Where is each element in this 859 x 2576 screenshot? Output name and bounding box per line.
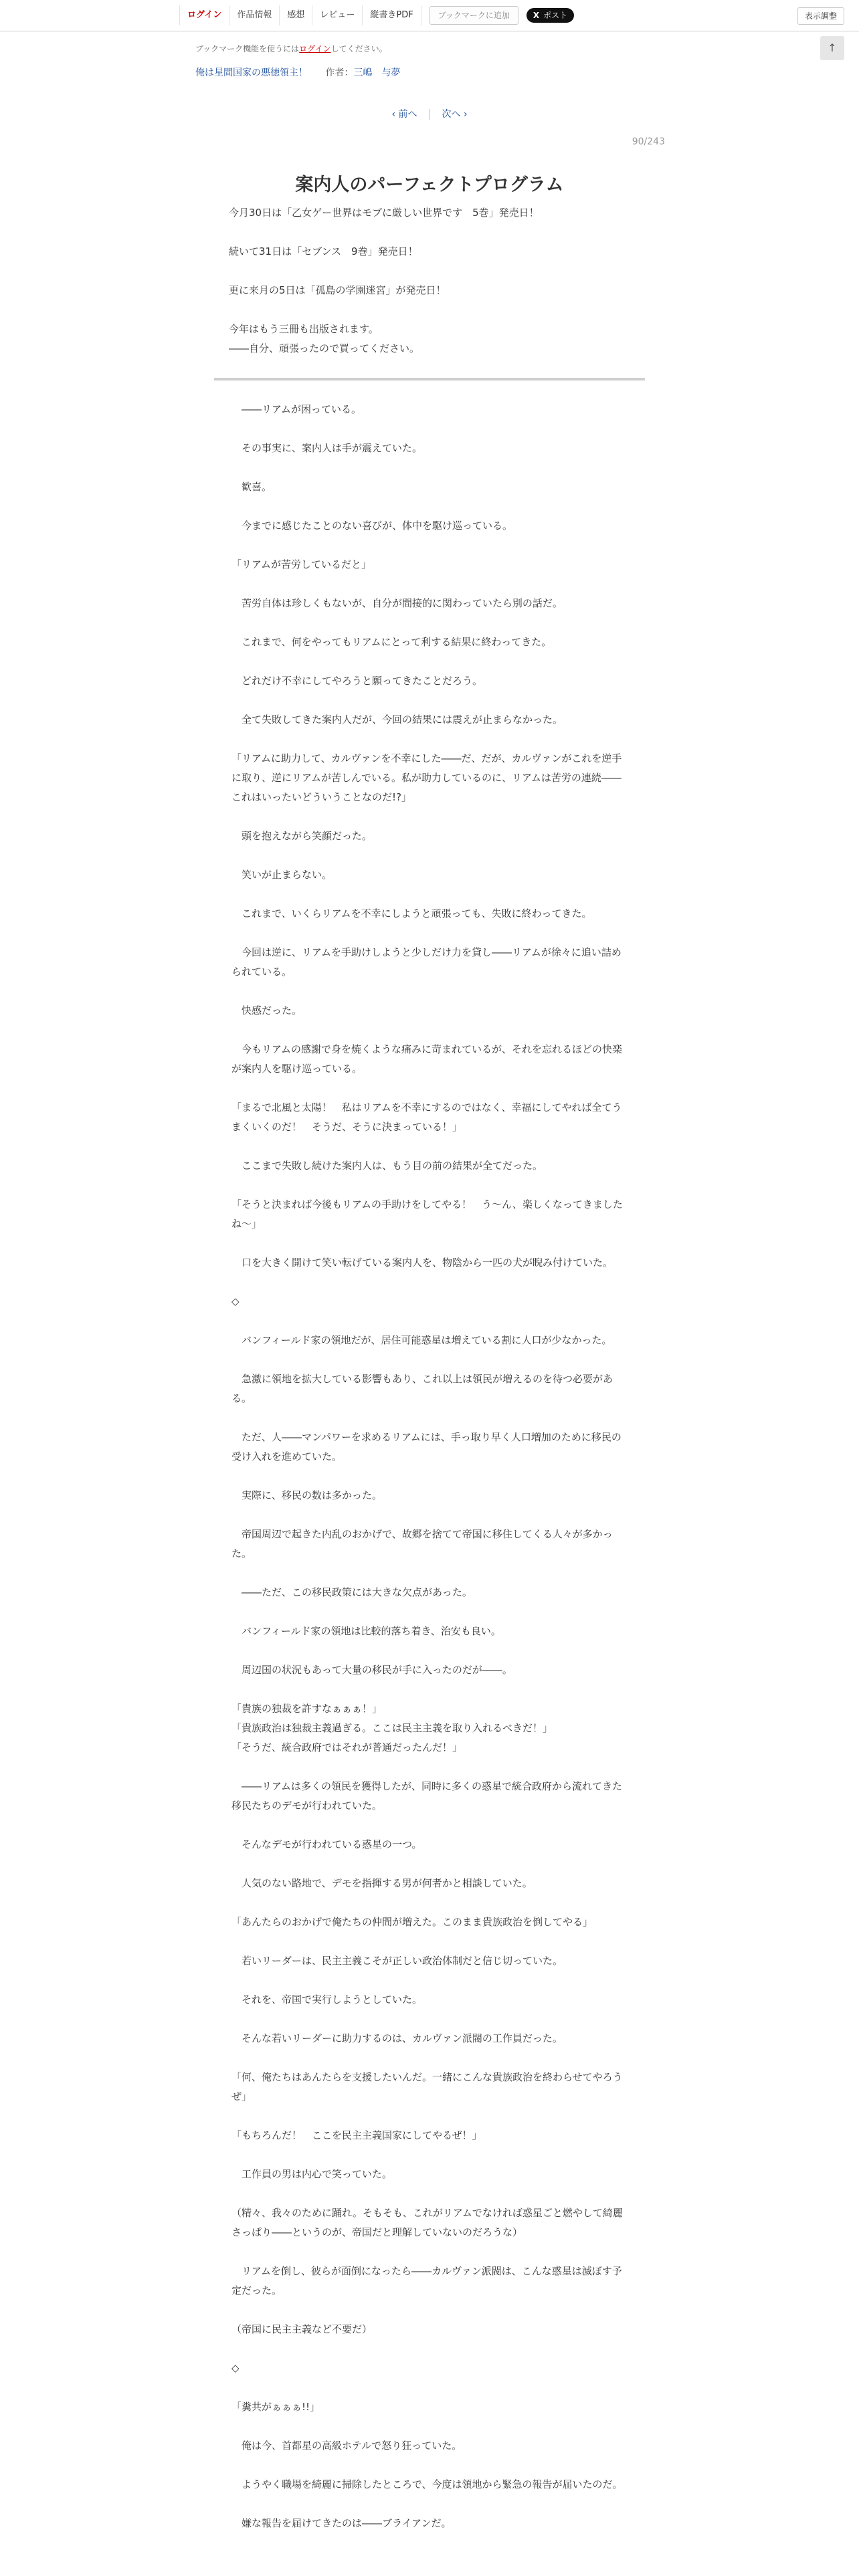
body-paragraph: ようやく職場を綺麗に掃除したところで、今度は領地から緊急の報告が届いたのだ。 [231, 2478, 623, 2490]
body-paragraph: 口を大きく開けて笑い転げている案内人を、物陰から一匹の犬が睨み付けていた。 [231, 1257, 613, 1269]
body-paragraph: 全て失敗してきた案内人だが、今回の結果には震えが止まらなかった。 [231, 714, 563, 726]
body-paragraph: 「あんたらのおかげで俺たちの仲間が増えた。このまま貴族政治を倒してやる」 [231, 1916, 593, 1928]
body-paragraph: その事実に、案内人は手が震えていた。 [231, 442, 423, 454]
body-paragraph: 頭を抱えながら笑顔だった。 [231, 830, 373, 842]
body-paragraph: ――ただ、この移民政策には大きな欠点があった。 [231, 1586, 472, 1598]
body-paragraph: ただ、人――マンパワーを求めるリアムには、手っ取り早く人口増加のために移民の受け入れを進めていた。 [231, 1431, 622, 1463]
body-paragraph: バンフィールド家の領地だが、居住可能惑星は増えている割に人口が少なかった。 [231, 1334, 612, 1346]
add-bookmark-button[interactable]: ブックマークに追加 [430, 6, 518, 25]
body-paragraph: 歓喜。 [231, 481, 272, 493]
page-count: 90/243 [632, 136, 665, 147]
body-paragraph: これまで、いくらリアムを不幸にしようと頑張っても、失敗に終わってきた。 [231, 907, 592, 920]
impressions-link[interactable]: 感想 [280, 5, 312, 25]
top-bar [0, 0, 859, 31]
notice-text-after: してください。 [330, 44, 387, 53]
body-paragraph: ここまで失敗し続けた案内人は、もう目の前の結果が全てだった。 [231, 1160, 543, 1172]
prev-chapter-link[interactable]: ‹ 前へ [391, 109, 417, 120]
arrow-up-icon: ↑ [828, 41, 837, 54]
vertical-pdf-link[interactable]: 縦書きPDF [363, 5, 421, 25]
body-paragraph: 「もちろんだ！ ここを民主主義国家にしてやるぜ！」 [231, 2129, 482, 2141]
body-paragraph: 若いリーダーは、民主主義こそが正しい政治体制だと信じ切っていた。 [231, 1955, 563, 1967]
chapter-pager [0, 107, 859, 120]
body-paragraph: 工作員の男は内心で笑っていた。 [231, 2168, 393, 2180]
body-paragraph: 今回は逆に、リアムを手助けしようと少しだけ力を貸し――リアムが徐々に追い詰められている。 [231, 946, 622, 978]
preface-paragraph: 今月30日は「乙女ゲー世界はモブに厳しい世界です 5巻」発売日！ [229, 207, 539, 219]
bookmark-login-notice [195, 43, 387, 54]
body-paragraph: ◇ [231, 2362, 240, 2374]
preface-paragraph: 更に来月の5日は「孤島の学園迷宮」が発売日！ [229, 284, 446, 296]
body-paragraph: 苦労自体は珍しくもないが、自分が間接的に関わっていたら別の話だ。 [231, 597, 563, 609]
next-chapter-link[interactable]: 次へ › [442, 109, 468, 120]
author-link[interactable]: 三嶋 与夢 [353, 68, 401, 78]
body-paragraph: バンフィールド家の領地は比較的落ち着き、治安も良い。 [231, 1625, 501, 1637]
body-paragraph: 今までに感じたことのない喜びが、体中を駆け巡っている。 [231, 520, 513, 532]
review-link[interactable]: レビュー [312, 5, 363, 25]
x-logo-icon: X [533, 11, 540, 20]
x-post-label: ポスト [543, 11, 568, 20]
chapter-title: 案内人のパーフェクトプログラム [295, 175, 564, 196]
body-paragraph: 帝国周辺で起きた内乱のおかげで、故郷を捨てて帝国に移住してくる人々が多かった。 [231, 1528, 613, 1560]
login-link[interactable]: ログイン [179, 5, 229, 25]
body-paragraph: そんな若いリーダーに助力するのは、カルヴァン派閥の工作員だった。 [231, 2032, 563, 2044]
preface [229, 203, 644, 378]
x-post-button[interactable] [527, 8, 574, 23]
body-paragraph: 「そうと決まれば今後もリアムの手助けをしてやる！ う～ん、楽しくなってきましたね～」 [231, 1198, 623, 1230]
body-paragraph: （精々、我々のために踊れ。そもそも、これがリアムでなければ惑星ごと燃やして綺麗さっぱり――というのが、帝国だと理解していないのだろうな） [231, 2207, 623, 2238]
chapter-body [231, 400, 630, 2553]
scroll-to-top-button[interactable] [820, 36, 844, 60]
body-paragraph: 周辺国の状況もあって大量の移民が手に入ったのだが――。 [231, 1664, 512, 1676]
body-paragraph: 実際に、移民の数は多かった。 [231, 1489, 383, 1501]
body-paragraph: それを、帝国で実行しようとしていた。 [231, 1994, 423, 2006]
top-nav [179, 5, 574, 25]
body-paragraph: ◇ [231, 1295, 240, 1307]
preface-divider [214, 378, 645, 381]
body-paragraph: 「リアムが苦労しているだと」 [231, 558, 371, 570]
body-paragraph: 「何、俺たちはあんたらを支援したいんだ。一緒にこんな貴族政治を終わらせてやろうぜ」 [231, 2071, 623, 2103]
author-label: 作者： [325, 68, 354, 78]
display-settings-button[interactable]: 表示調整 [797, 7, 844, 25]
work-info-link[interactable]: 作品情報 [229, 5, 280, 25]
preface-paragraph: 今年はもう三冊も出版されます。 ――自分、頑張ったので買ってください。 [229, 323, 420, 354]
body-paragraph: ――リアムが困っている。 [231, 403, 361, 415]
body-paragraph: （帝国に民主主義など不要だ） [231, 2323, 373, 2335]
body-paragraph: 嫌な報告を届けてきたのは――ブライアンだ。 [231, 2517, 452, 2529]
body-paragraph: 急激に領地を拡大している影響もあり、これ以上は領民が増えるのを待つ必要がある。 [231, 1373, 613, 1404]
body-paragraph: 「まるで北風と太陽！ 私はリアムを不幸にするのではなく、幸福にしてやれば全てうまくいくのだ！ そうだ、そうに決まっている！」 [231, 1101, 622, 1133]
body-paragraph: 今もリアムの感謝で身を焼くような痛みに苛まれているが、それを忘れるほどの快楽が案内人を駆け巡っている。 [231, 1043, 622, 1075]
body-paragraph: 笑いが止まらない。 [231, 869, 332, 881]
body-paragraph: そんなデモが行われている惑星の一つ。 [231, 1838, 422, 1850]
notice-login-link[interactable]: ログイン [299, 44, 331, 53]
body-paragraph: リアムを倒し、彼らが面倒になったら――カルヴァン派閥は、こんな惑星は滅ぼす予定だった。 [231, 2265, 622, 2296]
body-paragraph: 人気のない路地で、デモを指揮する男が何者かと相談していた。 [231, 1877, 533, 1889]
body-paragraph: 俺は今、首都星の高級ホテルで怒り狂っていた。 [231, 2440, 462, 2452]
series-title-link[interactable]: 俺は星間国家の悪徳領主！ [195, 68, 308, 78]
body-paragraph: 「リアムに助力して、カルヴァンを不幸にした――だ、だが、カルヴァンがこれを逆手に取り、逆にリアムが苦しんでいる。私が助力しているのに、リアムは苦労の連続――これはいったいどういうことなのだ!?」 [231, 752, 622, 803]
body-paragraph: 「糞共がぁぁぁ!!」 [231, 2401, 320, 2413]
body-paragraph: ――リアムは多くの領民を獲得したが、同時に多くの惑星で統合政府から流れてきた移民たちのデモが行われていた。 [231, 1780, 622, 1812]
body-paragraph: これまで、何をやってもリアムにとって利する結果に終わってきた。 [231, 636, 552, 648]
notice-text-before: ブックマーク機能を使うには [195, 44, 300, 53]
preface-paragraph: 続いて31日は「セブンス 9巻」発売日！ [229, 245, 418, 257]
body-paragraph: 快感だった。 [231, 1004, 302, 1016]
series-info [195, 66, 400, 79]
body-paragraph: どれだけ不幸にしてやろうと願ってきたことだろう。 [231, 675, 483, 687]
body-paragraph: 「貴族の独裁を許すなぁぁぁ！」 「貴族政治は独裁主義過ぎる。ここは民主主義を取り入れるべきだ！」 「そうだ、統合政府ではそれが普通だったんだ！」 [231, 1703, 553, 1753]
